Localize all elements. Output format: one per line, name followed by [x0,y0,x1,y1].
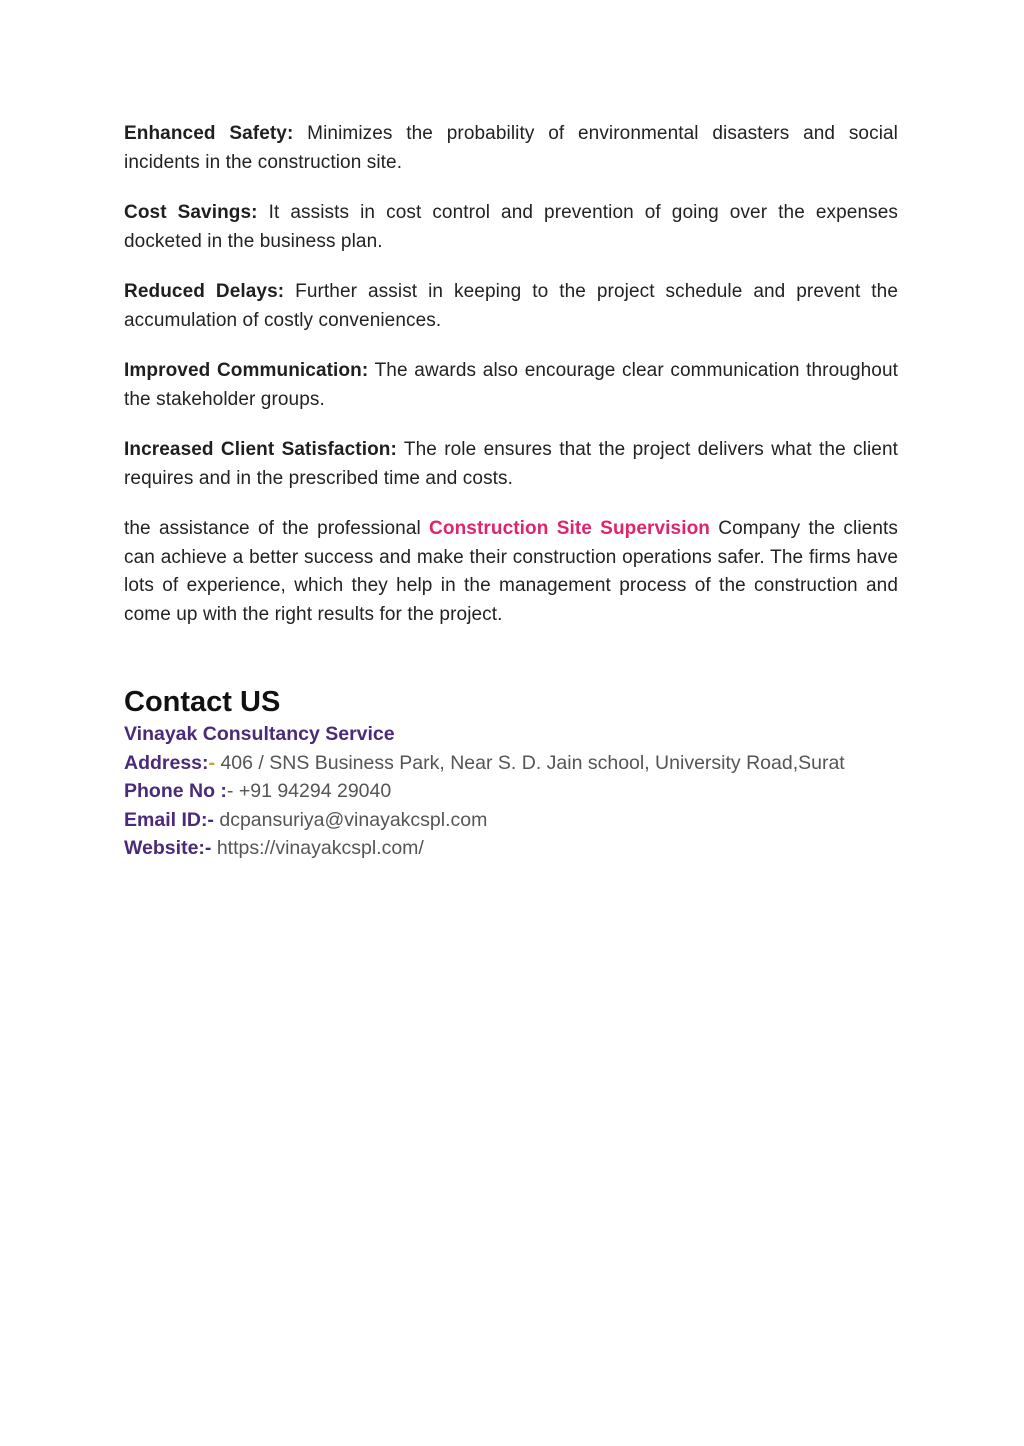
benefit-term: Increased Client Satisfaction: [124,439,397,460]
benefit-text: It assists in cost control and prevention of going over the expenses docketed in the business plan. [124,202,898,252]
benefit-client-satisfaction [124,436,898,493]
benefit-cost-savings [124,199,898,256]
closing-text-before: the assistance of the professional [124,518,430,539]
website-label: Website:- [124,837,212,859]
email-label: Email ID:- [124,808,214,831]
website-link[interactable]: https://vinayakcspl.com/ [211,837,424,859]
benefit-term: Improved Communication: [124,360,369,381]
address-dash: - [208,751,216,774]
website-row [124,834,924,863]
benefit-text: The role ensures that the project delivers what the client requires and in the prescribed time and costs. [124,439,898,489]
address-label: Address: [124,751,209,774]
benefit-term: Cost Savings: [124,202,258,223]
phone-label: Phone No : [124,780,227,802]
contact-section [124,684,924,863]
company-name: Vinayak Consultancy Service [124,723,395,745]
address-value: 406 / SNS Business Park, Near S. D. Jain school, University Road,Surat [215,751,845,774]
phone-row [124,777,924,806]
benefit-term: Reduced Delays: [124,281,285,302]
closing-paragraph [124,515,898,629]
phone-value: - +91 94294 29040 [226,780,392,802]
benefit-improved-communication [124,357,898,414]
benefit-text: The awards also encourage clear communication throughout the stakeholder groups. [124,360,898,410]
benefit-text: Further assist in keeping to the project schedule and prevent the accumulation of costly conveniences. [124,281,898,331]
benefit-text: Minimizes the probability of environmental disasters and social incidents in the construction site. [124,123,898,173]
email-value[interactable]: dcpansuriya@vinayakcspl.com [213,808,488,831]
address-row [124,749,924,778]
document-body [124,120,898,651]
construction-site-supervision-link[interactable]: Construction Site Supervision [429,518,711,539]
closing-text-after: Company the clients can achieve a better success and make their construction operations safer. The firms have lots of experience, which they help in the management process of the construction and come up with the right results for the project. [124,518,898,625]
contact-heading: Contact US [124,686,281,718]
benefit-reduced-delays [124,278,898,335]
benefit-enhanced-safety [124,120,898,177]
email-row [124,806,924,835]
benefit-term: Enhanced Safety: [124,123,294,144]
